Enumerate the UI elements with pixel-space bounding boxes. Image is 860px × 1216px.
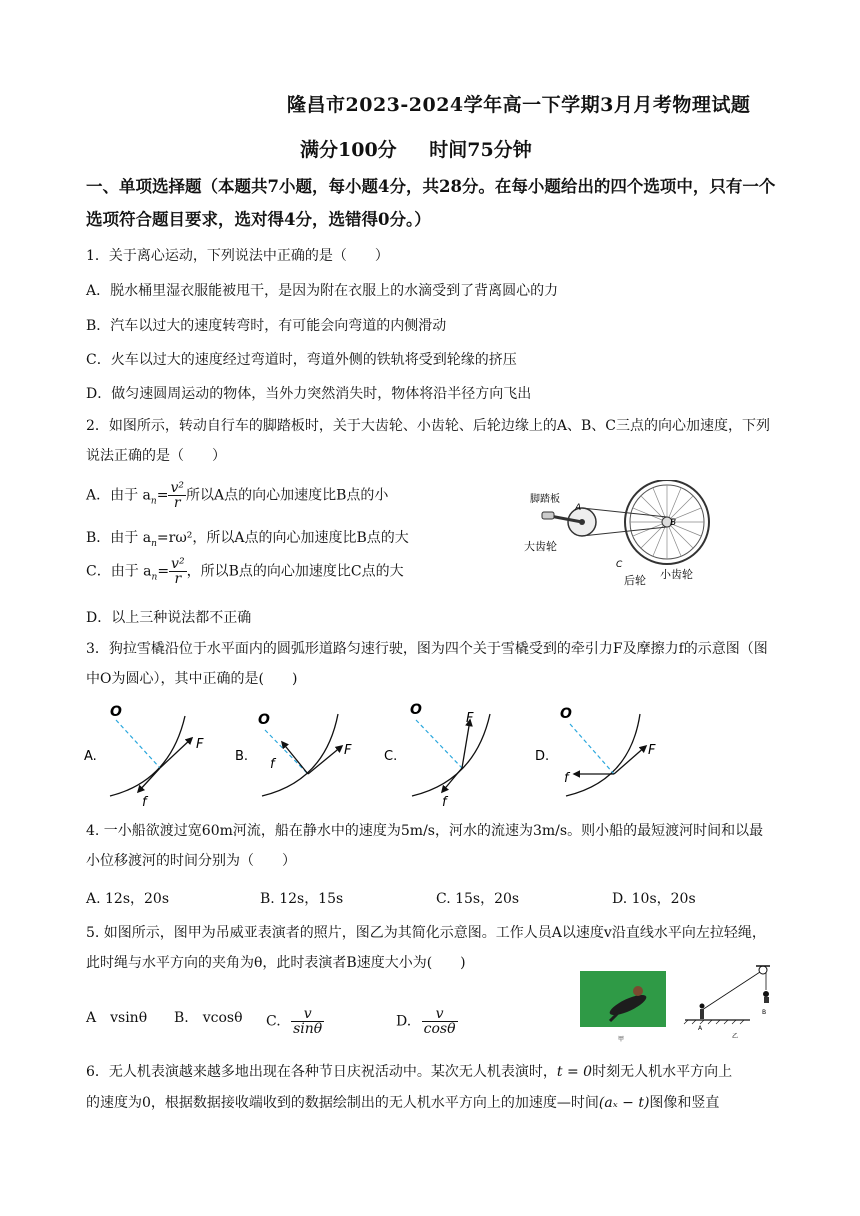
q5-photo-jia-caption: 甲	[618, 1036, 625, 1043]
svg-text:O: O	[258, 712, 270, 728]
svg-text:f: f	[270, 757, 275, 772]
q5-diagram-caption-yi: 乙	[732, 1033, 739, 1040]
bicycle-figure	[520, 480, 720, 590]
svg-text:F: F	[196, 737, 204, 752]
q3-figures	[80, 696, 780, 814]
q5-diagram-label-a: A	[698, 1025, 703, 1032]
svg-text:f: f	[442, 795, 447, 810]
svg-text:F: F	[466, 711, 474, 726]
label-big-gear: 大齿轮	[524, 540, 557, 553]
q2-option-b: B．由于 $a_n=r\omega^2$，所以A点的向心加速度比B点的大	[86, 530, 409, 549]
page-title: 隆昌市2023-2024学年高一下学期3月月考物理试题	[287, 94, 751, 116]
q1-stem: 1．关于离心运动，下列说法中正确的是（ ）	[86, 248, 389, 264]
label-b: B	[670, 518, 677, 528]
q5-option-d: D. $\frac{v}{\cos\theta}$	[396, 1006, 456, 1037]
q1-option-c: C．火车以过大的速度经过弯道时，弯道外侧的铁轨将受到轮缘的挤压	[86, 352, 517, 368]
q5-option-c: C. $\frac{v}{\sin\theta}$	[266, 1006, 323, 1037]
q2-stem: 2．如图所示，转动自行车的脚踏板时，关于大齿轮、小齿轮、后轮边缘上的A、B、C三点的向心加速度，下列说法正确的是（ ）	[86, 418, 771, 464]
svg-text:f: f	[142, 795, 147, 810]
q5-option-b: B. vcosθ	[174, 1010, 243, 1026]
svg-text:A.: A.	[84, 749, 97, 764]
q5-photo-jia	[580, 971, 666, 1027]
label-c: C	[616, 560, 623, 570]
svg-text:O: O	[110, 704, 122, 720]
svg-text:D.: D.	[535, 749, 550, 764]
q3-option-d-figure	[535, 706, 656, 796]
q3-stem: 3．狗拉雪橇沿位于水平面内的圆弧形道路匀速行驶，图为四个关于雪橇受到的牵引力F及摩擦力f的示意图（图中O为圆心），其中正确的是( )	[86, 641, 768, 687]
q1-option-a: A．脱水桶里湿衣服能被甩干，是因为附在衣服上的水滴受到了背离圆心的力	[86, 283, 559, 299]
q3-option-b-figure	[235, 712, 352, 796]
svg-text:O: O	[410, 702, 422, 718]
q5-diagram-label-b: B	[762, 1009, 767, 1016]
q4-option-b: B. 12s，15s	[260, 891, 344, 907]
q3-option-a-figure	[84, 704, 204, 810]
svg-text:f: f	[564, 771, 569, 786]
q4-option-a: A. 12s，20s	[86, 891, 170, 907]
section-heading: 一、单项选择题（本题共7小题，每小题4分，共28分。在每小题给出的四个选项中，只有一个选项符合题目要求，选对得4分，选错得0分。）	[86, 177, 776, 229]
svg-text:F: F	[344, 743, 352, 758]
label-small-gear: 小齿轮	[660, 568, 693, 581]
q2-option-d: D．以上三种说法都不正确	[86, 610, 252, 626]
q4-option-c: C. 15s，20s	[436, 891, 520, 907]
svg-text:B.: B.	[235, 749, 249, 764]
q4-option-d: D. 10s，20s	[612, 891, 696, 907]
q6-line2: 的速度为0，根据数据接收端收到的数据绘制出的无人机水平方向上的加速度—时间(aₓ − t)图像和竖直	[86, 1095, 720, 1111]
q3-option-c-figure	[384, 702, 490, 810]
label-a: A	[575, 503, 582, 513]
svg-text:F: F	[648, 743, 656, 758]
q5-option-a: A vsinθ	[86, 1010, 148, 1026]
label-pedal: 脚踏板	[530, 494, 560, 505]
label-rear-wheel: 后轮	[624, 574, 646, 587]
q5-options	[86, 995, 566, 1045]
q1-option-b: B．汽车以过大的速度转弯时，有可能会向弯道的内侧滑动	[86, 318, 447, 334]
q1-option-d: D．做匀速圆周运动的物体，当外力突然消失时，物体将沿半径方向飞出	[86, 386, 532, 402]
rear-wheel	[625, 480, 709, 564]
q5-stem: 5. 如图所示，图甲为吊威亚表演者的照片，图乙为其简化示意图。工作人员A以速度v沿直线水平向左拉轻绳，此时绳与水平方向的夹角为θ，此时表演者B速度大小为( )	[86, 925, 766, 971]
q2-option-a: A．由于 $a_n=$ $\frac{\text{v²}}{r}$ 所以A点的向心加速度比B点的小	[86, 480, 389, 511]
q5-diagram-yi	[680, 962, 775, 1042]
q4-stem: 4. 一小船欲渡过宽60m河流，船在静水中的速度为5m/s，河水的流速为3m/s。则小船的最短渡河时间和以最小位移渡河的时间分别为（ ）	[86, 823, 764, 869]
svg-text:C.: C.	[384, 749, 398, 764]
q4-options	[86, 888, 776, 908]
q6-line1: 6．无人机表演越来越多地出现在各种节日庆祝活动中。某次无人机表演时，t = 0时刻无人机水平方向上	[86, 1064, 733, 1080]
page-subtitle: 满分100分 时间75分钟	[300, 139, 532, 161]
q2-option-c: C．由于 $a_n=$ $\frac{\text{v²}}{r}$ ，所以B点的向心加速度比C点的大	[86, 556, 404, 587]
svg-text:O: O	[560, 706, 572, 722]
